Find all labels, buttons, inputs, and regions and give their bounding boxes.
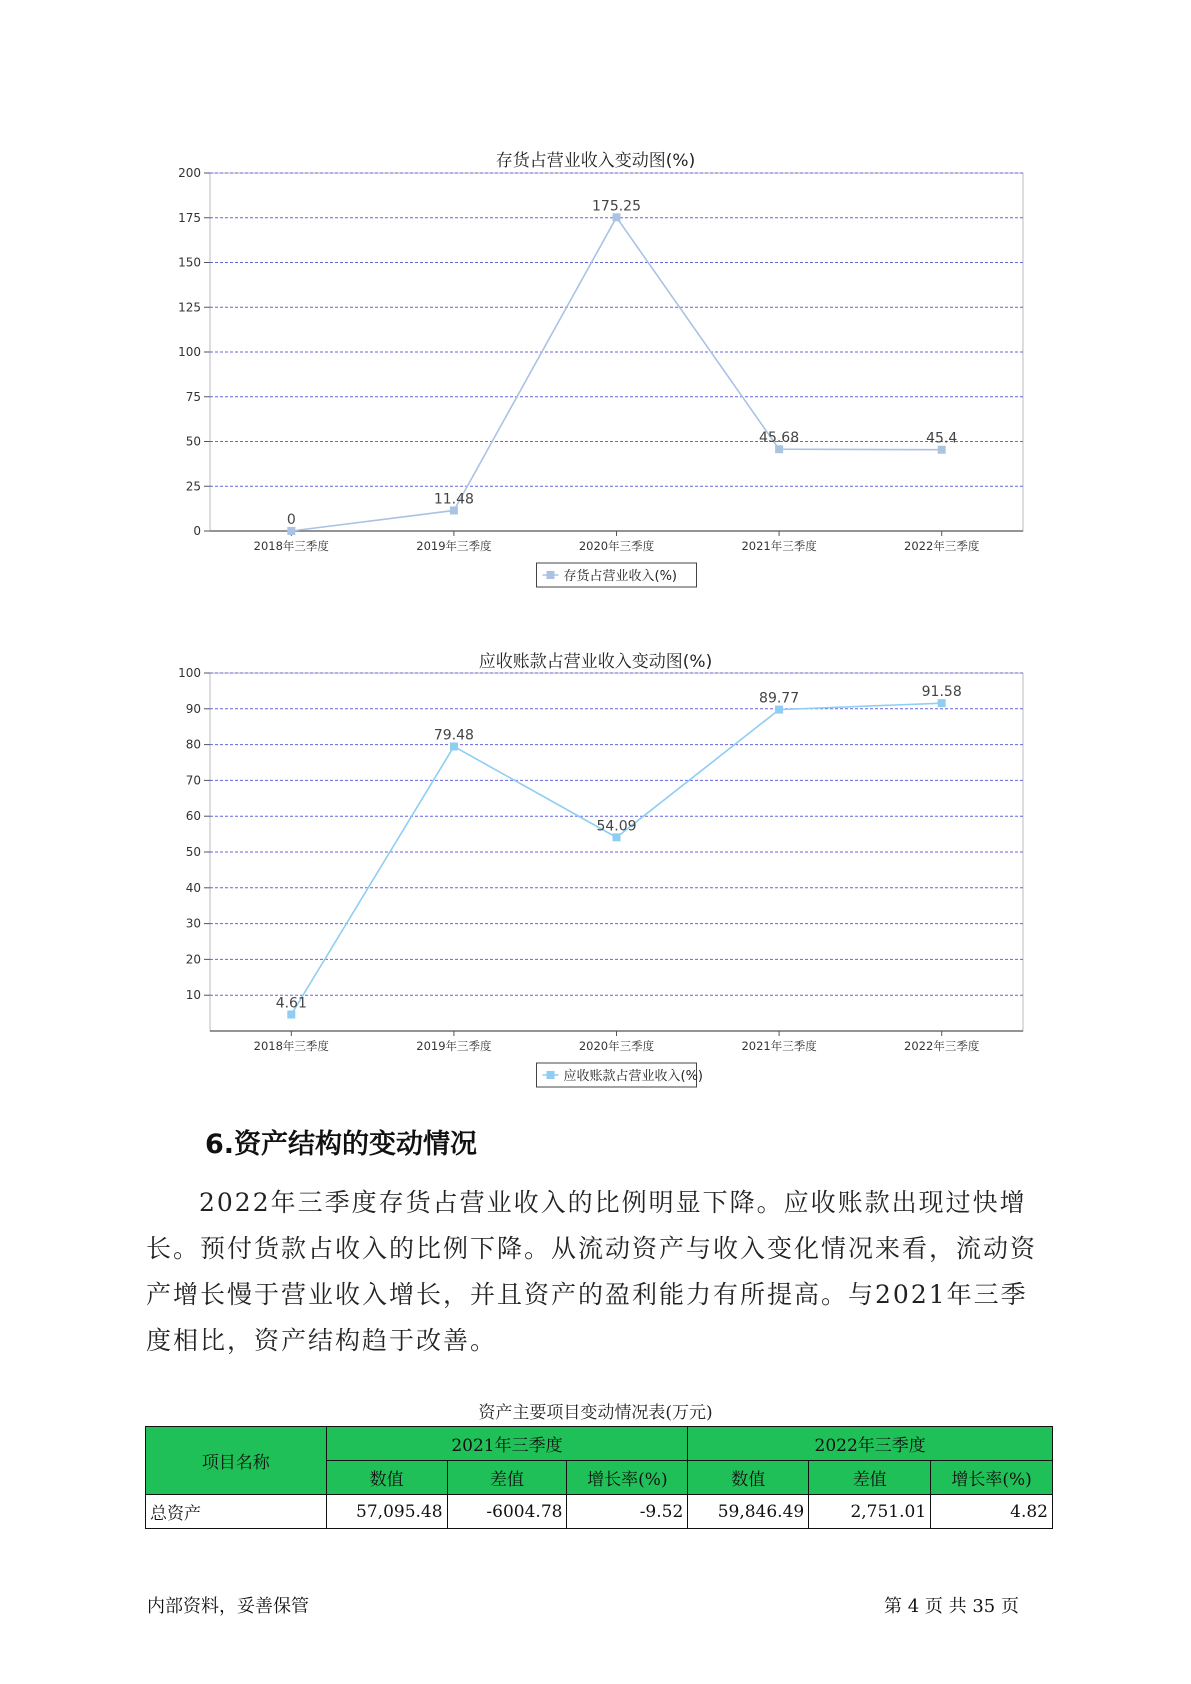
- y-tick-label: 150: [178, 255, 201, 270]
- cell: 2,751.01: [809, 1495, 931, 1529]
- x-tick-label: 2022年三季度: [904, 1039, 980, 1053]
- y-tick-label: 90: [185, 701, 201, 716]
- y-tick-label: 40: [185, 880, 201, 895]
- inventory-ratio-chart: [0, 165, 1191, 595]
- cell: -6004.78: [447, 1495, 567, 1529]
- cell: 4.82: [931, 1495, 1053, 1529]
- data-point: [450, 742, 458, 750]
- y-tick-label: 100: [178, 666, 201, 680]
- legend: [537, 563, 697, 587]
- data-label: 175.25: [592, 198, 641, 215]
- y-tick-label: 175: [178, 210, 201, 225]
- data-label: 11.48: [433, 491, 474, 508]
- header-period-2022: 2022年三季度: [688, 1427, 1053, 1461]
- data-point: [775, 445, 783, 453]
- x-tick-label: 2020年三季度: [578, 539, 655, 553]
- footer-confidential: 内部资料，妥善保管: [147, 1596, 309, 1617]
- y-tick-label: 25: [185, 479, 201, 494]
- data-label: 4.61: [275, 995, 307, 1012]
- data-label: 0: [286, 512, 296, 528]
- x-tick-label: 2022年三季度: [904, 539, 980, 553]
- data-point: [613, 213, 621, 221]
- header-item-name: 项目名称: [146, 1427, 327, 1495]
- y-tick-label: 70: [185, 773, 201, 788]
- y-tick-label: 100: [178, 345, 201, 359]
- y-tick-label: 50: [185, 434, 201, 449]
- data-point: [450, 506, 458, 514]
- data-point: [938, 446, 946, 454]
- y-tick-label: 60: [185, 809, 201, 824]
- data-point: [775, 706, 783, 714]
- y-tick-label: 0: [193, 524, 201, 538]
- data-label: 91.58: [921, 684, 962, 701]
- chart1-title: 存货占营业收入变动图(%): [495, 151, 696, 171]
- x-tick-label: 2018年三季度: [253, 539, 329, 553]
- data-point: [938, 699, 946, 707]
- subheader-diff: 差值: [447, 1461, 567, 1495]
- cell: 57,095.48: [326, 1495, 447, 1529]
- chart2-title: 应收账款占营业收入变动图(%): [478, 652, 713, 672]
- subheader-value: 数值: [326, 1461, 447, 1495]
- y-tick-label: 80: [185, 737, 201, 752]
- data-label: 45.4: [926, 430, 958, 447]
- table-caption: 资产主要项目变动情况表(万元): [478, 1403, 713, 1423]
- subheader-value: 数值: [688, 1461, 809, 1495]
- cell: 59,846.49: [688, 1495, 809, 1529]
- y-tick-label: 30: [185, 916, 201, 931]
- section-paragraph: 2022年三季度存货占营业收入的比例明显下降。应收账款出现过快增长。预付货款占收入的比例下降。从流动资产与收入变化情况来看，流动资产增长慢于营业收入增长，并且资产的盈利能力有所提高。与2021年三季度相比，资产结构趋于改善。: [146, 1188, 1038, 1355]
- x-tick-label: 2018年三季度: [253, 1039, 329, 1053]
- subheader-diff: 差值: [809, 1461, 931, 1495]
- y-tick-label: 10: [185, 988, 201, 1003]
- y-tick-label: 50: [185, 845, 201, 859]
- x-tick-label: 2019年三季度: [416, 539, 492, 553]
- y-tick-label: 20: [185, 952, 201, 967]
- data-label: 45.68: [759, 430, 800, 447]
- subheader-growth: 增长率(%): [567, 1461, 688, 1495]
- x-tick-label: 2021年三季度: [741, 539, 817, 553]
- y-tick-label: 75: [185, 389, 201, 404]
- data-label: 54.09: [596, 818, 637, 835]
- data-point: [287, 527, 295, 535]
- cell: -9.52: [567, 1495, 688, 1529]
- legend-marker: [547, 1071, 555, 1079]
- data-point: [287, 1010, 295, 1018]
- x-tick-label: 2021年三季度: [741, 1039, 817, 1053]
- receivables-ratio-chart: [0, 665, 1191, 1095]
- subheader-growth: 增长率(%): [931, 1461, 1053, 1495]
- asset-change-table: [145, 1426, 1053, 1529]
- header-period-2021: 2021年三季度: [326, 1427, 688, 1461]
- data-label: 89.77: [759, 690, 800, 707]
- data-label: 79.48: [433, 727, 474, 744]
- table-row: [146, 1495, 1053, 1529]
- legend: [537, 1063, 704, 1087]
- y-tick-label: 125: [178, 300, 201, 315]
- legend-label: 存货占营业收入(%): [563, 569, 677, 584]
- row-name: 总资产: [146, 1495, 327, 1529]
- footer-page-number: 第 4 页 共 35 页: [884, 1596, 1019, 1617]
- x-tick-label: 2020年三季度: [578, 1039, 655, 1053]
- x-tick-label: 2019年三季度: [416, 1039, 492, 1053]
- data-point: [613, 833, 621, 841]
- legend-marker: [547, 571, 555, 579]
- section-heading: 6.资产结构的变动情况: [205, 1129, 478, 1160]
- legend-label: 应收账款占营业收入(%): [563, 1069, 703, 1084]
- y-tick-label: 200: [178, 166, 201, 180]
